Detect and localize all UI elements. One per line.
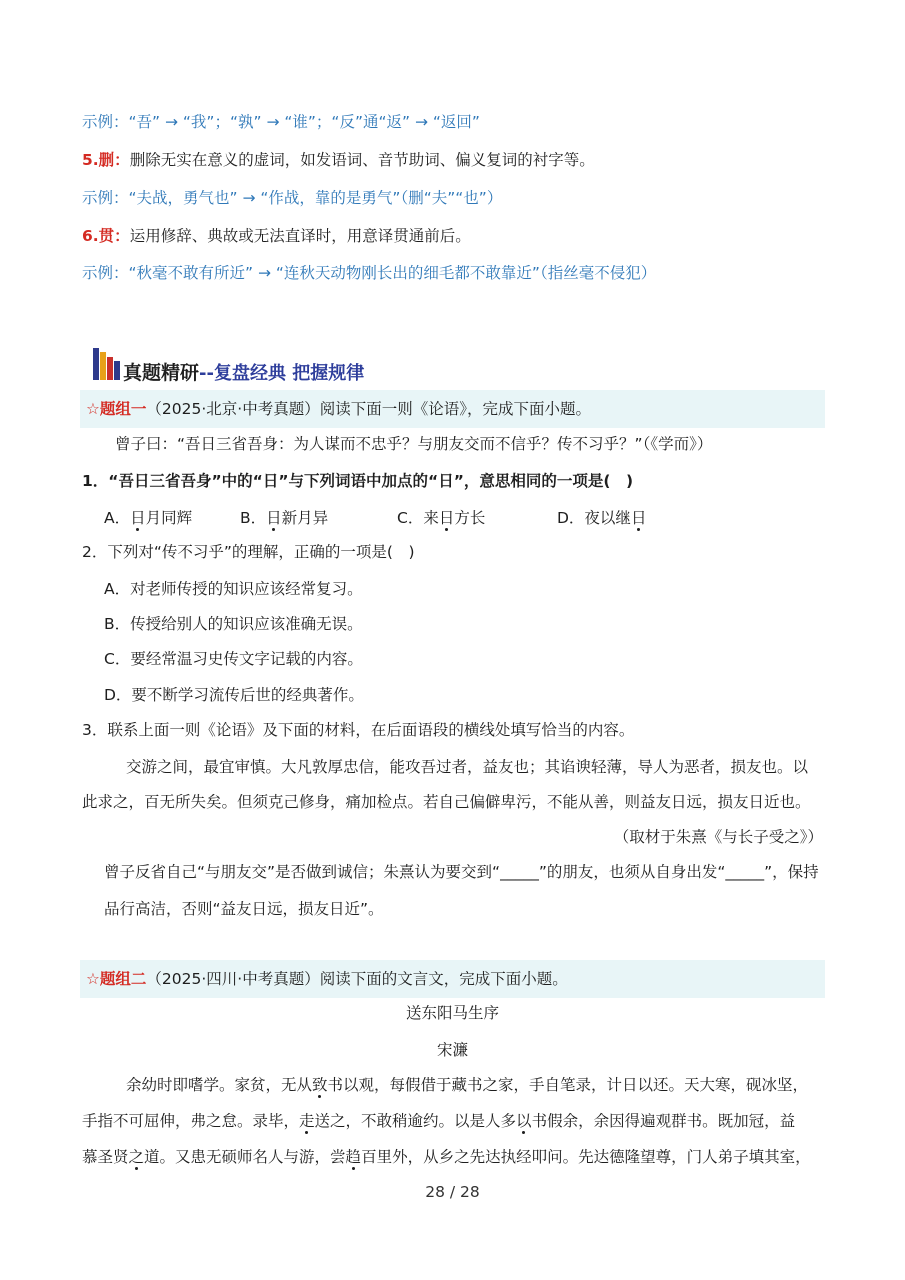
- rule-5: [82, 149, 595, 171]
- example-4: 示例：“吾” → “我”；“孰” → “谁”；“反”通“返” → “返回”: [82, 113, 480, 131]
- q1-option-b: B．日新月异: [240, 509, 329, 527]
- rule-5-text: 删除无实在意义的虚词，如发语词、音节助词、偏义复词的衬字等。: [129, 151, 595, 169]
- section-subtitle: 复盘经典 把握规律: [213, 363, 365, 384]
- fill-line-1: 曾子反省自己“与朋友交”是否做到诚信；朱熹认为要交到“_____”的朋友，也须从自身出发“_____”，保持: [104, 863, 819, 881]
- section-title-main: 真题精研: [123, 362, 200, 384]
- rule-6: [82, 225, 471, 247]
- q2-option-d: D．要不断学习流传后世的经典著作。: [104, 686, 364, 704]
- passage-line-2: 手指不可屈伸，弗之怠。录毕，走送之，不敢稍逾约。以是人多以书假余，余因得遍观群书。既加冠，益: [82, 1112, 796, 1130]
- passage-line-1: 余幼时即嗜学。家贫，无从致书以观，每假借于藏书之家，手自笔录，计日以还。天大寒，砚冰坚，: [126, 1076, 809, 1094]
- question-2: 2．下列对“传不习乎”的理解，正确的一项是( ): [82, 543, 415, 561]
- books-icon: [92, 346, 122, 380]
- group-1-header: [86, 398, 591, 420]
- passage-author: 宋濂: [436, 1041, 468, 1059]
- passage-line-3: 慕圣贤之道。又患无硕师名人与游，尝趋百里外，从乡之先达执经叩问。先达德隆望尊，门人弟子填其室，: [82, 1148, 811, 1166]
- q2-option-c: C．要经常温习史传文字记载的内容。: [104, 650, 363, 668]
- material-source: （取材于朱熹《与长子受之》）: [613, 828, 823, 846]
- example-6: 示例：“秋毫不敢有所近” → “连秋天动物刚长出的细毛都不敢靠近”（指丝毫不侵犯）: [82, 264, 657, 282]
- group-1-intro: （2025·北京·中考真题）阅读下面一则《论语》，完成下面小题。: [146, 400, 591, 418]
- q1-option-a: A．日月同辉: [104, 509, 193, 527]
- group-2-intro: （2025·四川·中考真题）阅读下面的文言文，完成下面小题。: [146, 970, 568, 988]
- question-3: 3．联系上面一则《论语》及下面的材料，在后面语段的横线处填写恰当的内容。: [82, 721, 635, 739]
- section-title-dash: --: [199, 363, 214, 384]
- group-1-label: ☆题组一: [86, 400, 147, 418]
- question-1: 1．“吾日三省吾身”中的“日”与下列词语中加点的“日”，意思相同的一项是( ): [82, 472, 634, 490]
- example-5: 示例：“夫战，勇气也” → “作战，靠的是勇气”（删“夫”“也”）: [82, 189, 503, 207]
- fill-line-2: 品行高洁，否则“益友日远，损友日近”。: [104, 900, 384, 918]
- group-1-passage: 曾子曰：“吾日三省吾身：为人谋而不忠乎？与朋友交而不信乎？传不习乎？”（《学而》）: [115, 435, 713, 453]
- material-line-2: 此求之，百无所失矣。但须克己修身，痛加检点。若自己偏僻卑污，不能从善，则益友日远，损友日近也。: [82, 793, 811, 811]
- rule-5-number: 5.删：: [82, 151, 130, 169]
- group-2-header: [86, 968, 568, 990]
- group-1-banner: [80, 390, 825, 428]
- rule-6-number: 6.贯：: [82, 227, 130, 245]
- q2-option-b: B．传授给别人的知识应该准确无误。: [104, 615, 363, 633]
- passage-title: 送东阳马生序: [405, 1004, 499, 1022]
- group-2-label: ☆题组二: [86, 970, 147, 988]
- q1-option-c: C．来日方长: [397, 509, 486, 527]
- q2-option-a: A．对老师传授的知识应该经常复习。: [104, 580, 363, 598]
- rule-6-text: 运用修辞、典故或无法直译时，用意译贯通前后。: [129, 227, 471, 245]
- material-line-1: 交游之间，最宜审慎。大凡敦厚忠信，能攻吾过者，益友也；其谄谀轻薄，导人为恶者，损友也。以: [126, 758, 809, 776]
- group-2-banner: [80, 960, 825, 998]
- section-title: [123, 360, 364, 387]
- page-number: 28 / 28: [425, 1183, 480, 1201]
- q1-option-d: D．夜以继日: [557, 509, 647, 527]
